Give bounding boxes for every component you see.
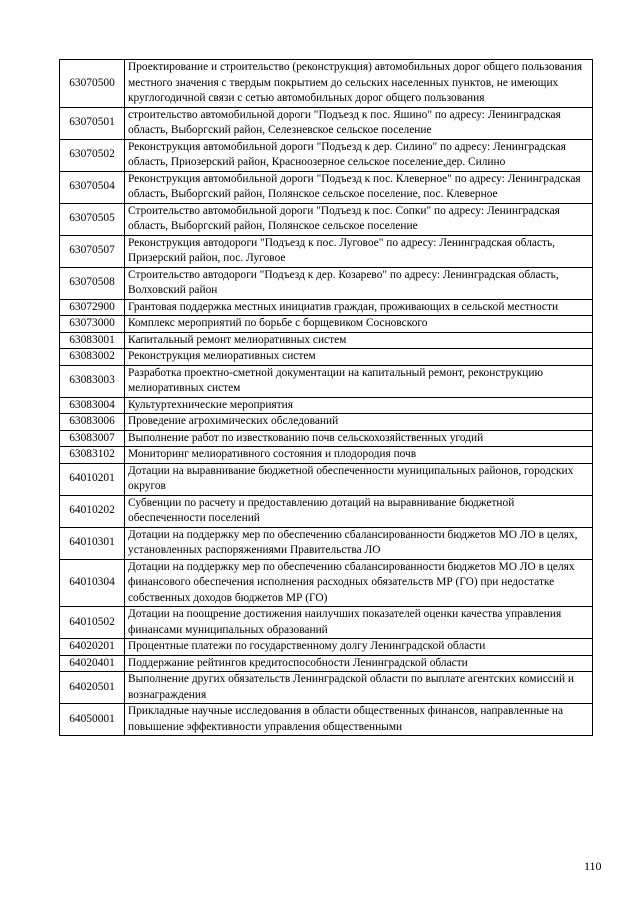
row-description: Выполнение работ по известкованию почв сельскохозяйственных угодий — [125, 430, 593, 447]
row-code: 64020201 — [60, 639, 125, 656]
table-row — [60, 349, 593, 366]
row-code: 63070505 — [60, 203, 125, 235]
table-body — [60, 60, 593, 736]
table-row — [60, 559, 593, 607]
table-row — [60, 60, 593, 108]
page-number: 110 — [584, 859, 602, 873]
row-description: Разработка проектно-сметной документации на капитальный ремонт, реконструкцию мелиоративных систем — [125, 365, 593, 397]
row-description: Комплекс мероприятий по борьбе с борщевиком Сосновского — [125, 316, 593, 333]
budget-code-table — [59, 59, 593, 736]
row-code: 64010502 — [60, 607, 125, 639]
table-row — [60, 704, 593, 736]
row-code: 63070507 — [60, 235, 125, 267]
table-row — [60, 107, 593, 139]
row-code: 64010202 — [60, 495, 125, 527]
table-row — [60, 171, 593, 203]
row-code: 63072900 — [60, 299, 125, 316]
row-code: 64010304 — [60, 559, 125, 607]
row-description: Дотации на поощрение достижения наилучших показателей оценки качества управления финансами муниципальных образований — [125, 607, 593, 639]
table-row — [60, 495, 593, 527]
table-row — [60, 397, 593, 414]
row-code: 63070501 — [60, 107, 125, 139]
table-row — [60, 365, 593, 397]
row-description: Дотации на поддержку мер по обеспечению сбалансированности бюджетов МО ЛО в целях финансового обеспечения исполнения расходных обязательств МР (ГО) при недостатке собственных доходов бюджетов МР (ГО) — [125, 559, 593, 607]
row-code: 63070508 — [60, 267, 125, 299]
row-description: Строительство автодороги "Подъезд к дер. Козарево" по адресу: Ленинградская область, Волховский район — [125, 267, 593, 299]
table-row — [60, 299, 593, 316]
table-row — [60, 267, 593, 299]
table-row — [60, 203, 593, 235]
row-description: Грантовая поддержка местных инициатив граждан, проживающих в сельской местности — [125, 299, 593, 316]
row-code: 63070502 — [60, 139, 125, 171]
row-description: Прикладные научные исследования в области общественных финансов, направленные на повышение эффективности управления общественными — [125, 704, 593, 736]
row-code: 64020401 — [60, 655, 125, 672]
row-code: 63083003 — [60, 365, 125, 397]
table-row — [60, 463, 593, 495]
row-description: Строительство автомобильной дороги "Подъезд к пос. Сопки" по адресу: Ленинградская область, Выборгский район, Полянское сельское поселение — [125, 203, 593, 235]
row-description: Реконструкция мелиоративных систем — [125, 349, 593, 366]
row-code: 63083007 — [60, 430, 125, 447]
row-code: 63083006 — [60, 414, 125, 431]
row-code: 64010301 — [60, 527, 125, 559]
row-description: Субвенции по расчету и предоставлению дотаций на выравнивание бюджетной обеспеченности поселений — [125, 495, 593, 527]
row-description: Мониторинг мелиоративного состояния и плодородия почв — [125, 447, 593, 464]
row-code: 63083102 — [60, 447, 125, 464]
row-code: 63083004 — [60, 397, 125, 414]
row-description: Реконструкция автодороги "Подъезд к пос. Луговое" по адресу: Ленинградская область, Призерский район, пос. Луговое — [125, 235, 593, 267]
row-code: 64020501 — [60, 672, 125, 704]
row-description: строительство автомобильной дороги "Подъезд к пос. Яшино" по адресу: Ленинградская область, Выборгский район, Селезневское сельское поселение — [125, 107, 593, 139]
table-row — [60, 430, 593, 447]
row-description: Дотации на поддержку мер по обеспечению сбалансированности бюджетов МО ЛО в целях, установленных распоряжениями Правительства ЛО — [125, 527, 593, 559]
row-description: Процентные платежи по государственному долгу Ленинградской области — [125, 639, 593, 656]
table-row — [60, 672, 593, 704]
row-code: 63070500 — [60, 60, 125, 108]
table-row — [60, 139, 593, 171]
table-row — [60, 527, 593, 559]
table-row — [60, 235, 593, 267]
table-row — [60, 655, 593, 672]
row-description: Дотации на выравнивание бюджетной обеспеченности муниципальных районов, городских округов — [125, 463, 593, 495]
row-code: 63083002 — [60, 349, 125, 366]
table-row — [60, 332, 593, 349]
row-description: Проектирование и строительство (реконструкция) автомобильных дорог общего пользования местного значения с твердым покрытием до сельских населенных пунктов, не имеющих круглогодичной связи с сетью автомобильных дорог общего пользования — [125, 60, 593, 108]
row-description: Культуртехнические мероприятия — [125, 397, 593, 414]
row-code: 63073000 — [60, 316, 125, 333]
table-row — [60, 607, 593, 639]
table-row — [60, 414, 593, 431]
row-code: 64050001 — [60, 704, 125, 736]
row-description: Капитальный ремонт мелиоративных систем — [125, 332, 593, 349]
row-description: Поддержание рейтингов кредитоспособности Ленинградской области — [125, 655, 593, 672]
row-code: 63083001 — [60, 332, 125, 349]
row-description: Реконструкция автомобильной дороги "Подъезд к пос. Клеверное" по адресу: Ленинградская область, Выборгский район, Полянское сельское поселение, пос. Клеверное — [125, 171, 593, 203]
row-code: 63070504 — [60, 171, 125, 203]
table-row — [60, 316, 593, 333]
table-row — [60, 639, 593, 656]
row-description: Реконструкция автомобильной дороги "Подъезд к дер. Силино" по адресу: Ленинградская область, Приозерский район, Красноозерное сельское поселение,дер. Силино — [125, 139, 593, 171]
row-code: 64010201 — [60, 463, 125, 495]
table-row — [60, 447, 593, 464]
row-description: Выполнение других обязательств Ленинградской области по выплате агентских комиссий и вознаграждения — [125, 672, 593, 704]
row-description: Проведение агрохимических обследований — [125, 414, 593, 431]
